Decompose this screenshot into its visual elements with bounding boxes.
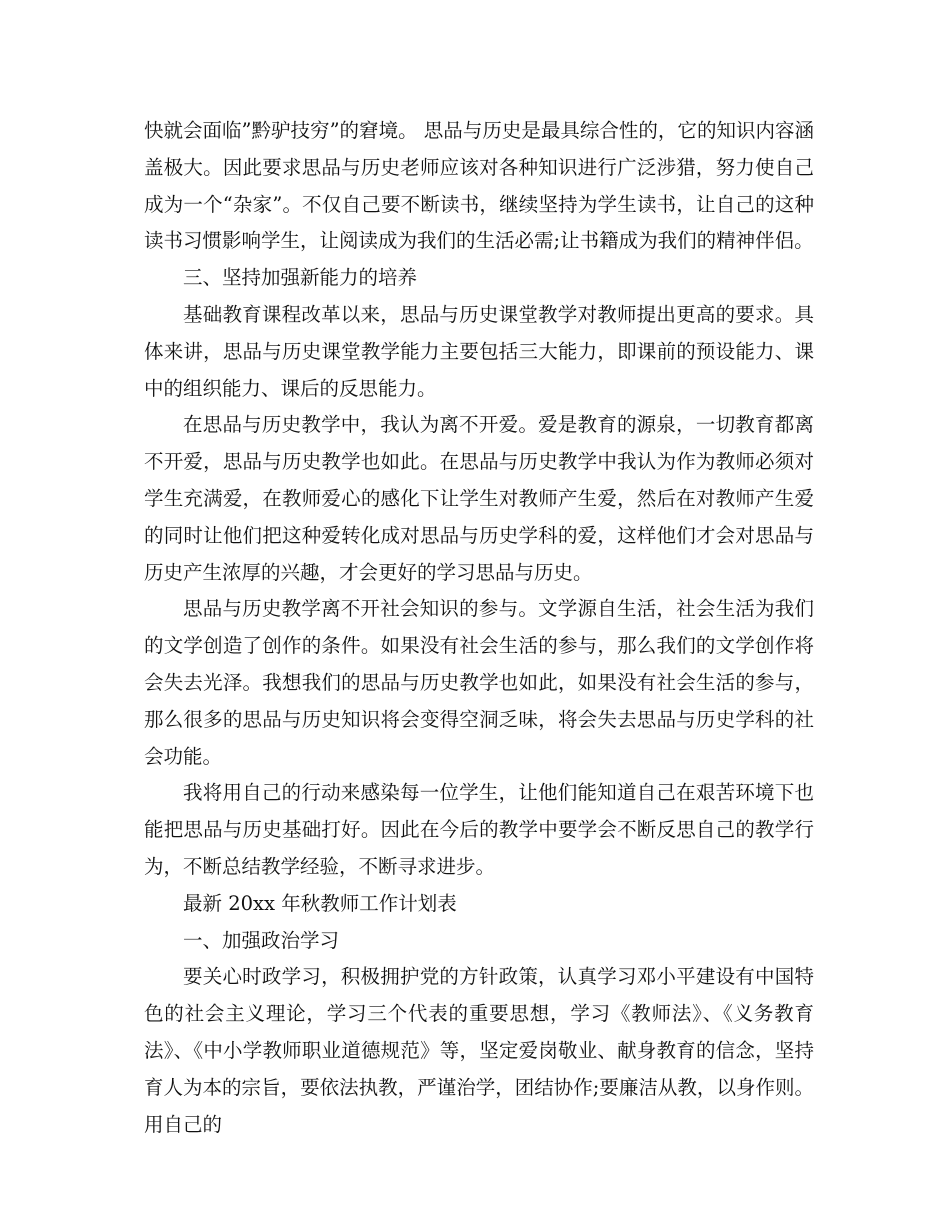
- document-body: [144, 113, 814, 1143]
- paragraph: 我将用自己的行动来感染每一位学生，让他们能知道自己在艰苦环境下也能把思品与历史基础打好。因此在今后的教学中要学会不断反思自己的教学行为，不断总结教学经验，不断寻求进步。: [144, 781, 814, 878]
- paragraph: 要关心时政学习，积极拥护党的方针政策，认真学习邓小平建设有中国特色的社会主义理论，学习三个代表的重要思想，学习《教师法》、《义务教育法》、《中小学教师职业道德规范》等，坚定爱岗敬业、献身教育的信念，坚持育人为本的宗旨，要依法执教，严谨治学，团结协作;要廉洁从教，以身作则。用自己的: [144, 965, 814, 1136]
- document-title-heading: 最新 20xx 年秋教师工作计划表: [183, 891, 457, 915]
- paragraph: 思品与历史教学离不开社会知识的参与。文学源自生活，社会生活为我们的文学创造了创作的条件。如果没有社会生活的参与，那么我们的文学创作将会失去光泽。我想我们的思品与历史教学也如此，如果没有社会生活的参与，那么很多的思品与历史知识将会变得空洞乏味，将会失去思品与历史学科的社会功能。: [144, 597, 814, 768]
- section-heading-1: 一、加强政治学习: [183, 928, 340, 952]
- section-heading-3: 三、坚持加强新能力的培养: [183, 266, 418, 290]
- paragraph: 在思品与历史教学中，我认为离不开爱。爱是教育的源泉，一切教育都离不开爱，思品与历史教学也如此。在思品与历史教学中我认为作为教师必须对学生充满爱，在教师爱心的感化下让学生对教师产生爱，然后在对教师产生爱的同时让他们把这种爱转化成对思品与历史学科的爱，这样他们才会对思品与历史产生浓厚的兴趣，才会更好的学习思品与历史。: [144, 413, 814, 584]
- paragraph: 基础教育课程改革以来，思品与历史课堂教学对教师提出更高的要求。具体来讲，思品与历史课堂教学能力主要包括三大能力，即课前的预设能力、课中的组织能力、课后的反思能力。: [144, 302, 814, 400]
- paragraph-continuation: 快就会面临”黔驴技穷”的窘境。 思品与历史是最具综合性的，它的知识内容涵盖极大。因此要求思品与历史老师应该对各种知识进行广泛涉猎，努力使自己成为一个“杂家”。不仅自己要不断读书，继续坚持为学生读书，让自己的这种读书习惯影响学生，让阅读成为我们的生活必需;让书籍成为我们的精神伴侣。: [144, 119, 814, 253]
